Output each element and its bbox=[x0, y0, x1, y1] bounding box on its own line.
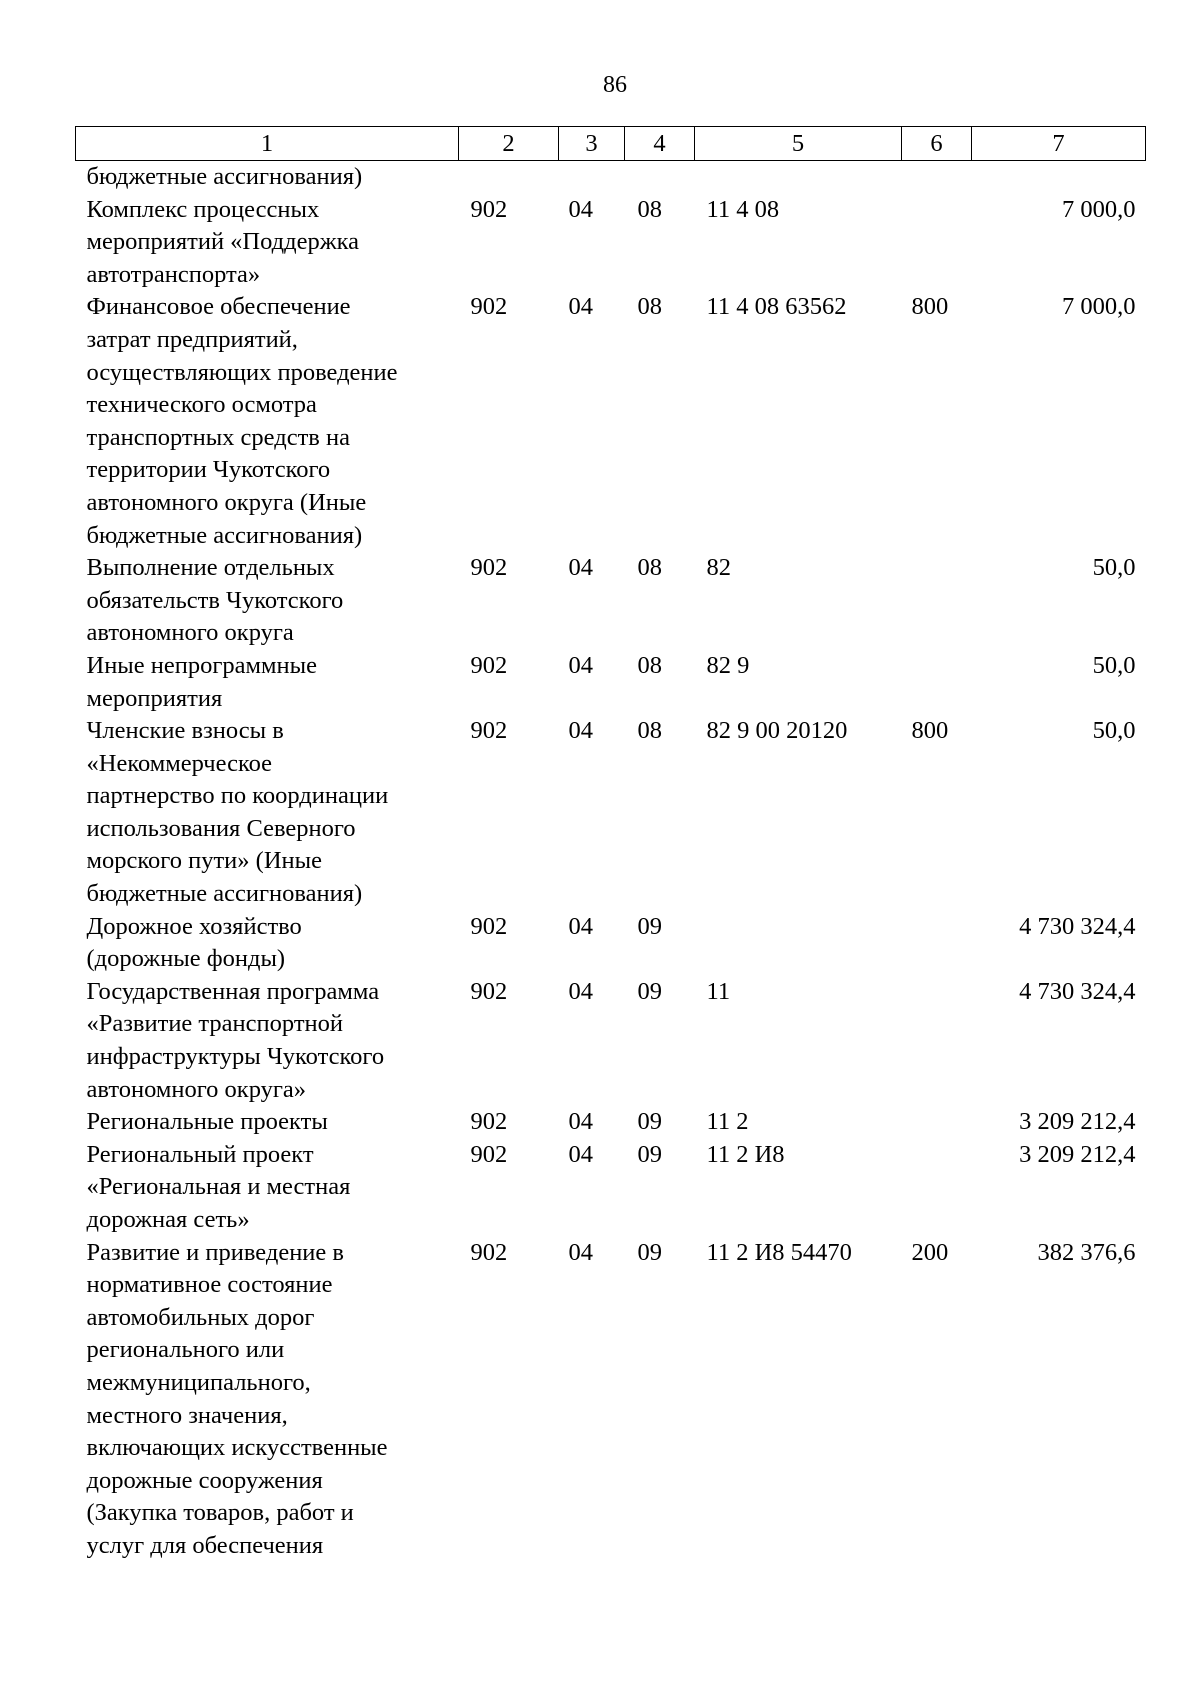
target-article-cell: 11 bbox=[706, 977, 731, 1005]
expense-type-cell: 200 bbox=[911, 1238, 949, 1266]
target-article-cell: 11 4 08 bbox=[706, 195, 780, 223]
row-name-line: территории Чукотского bbox=[86, 456, 331, 484]
expense-type-cell bbox=[902, 976, 972, 1106]
table-header bbox=[76, 127, 1146, 161]
subsection-code-cell: 08 bbox=[637, 651, 662, 679]
ministry-code-cell: 902 bbox=[470, 293, 508, 321]
section-code-cell bbox=[559, 161, 625, 194]
subsection-code-cell: 08 bbox=[637, 717, 662, 745]
amount-cell: 4 730 324,4 bbox=[1019, 977, 1136, 1005]
amount-cell: 382 376,6 bbox=[1037, 1238, 1136, 1266]
header-col-6: 6 bbox=[902, 127, 972, 161]
ministry-code-cell: 902 bbox=[470, 717, 508, 745]
subsection-code-cell: 09 bbox=[637, 912, 662, 940]
subsection-code-cell: 09 bbox=[637, 1108, 662, 1136]
ministry-code-cell bbox=[459, 161, 559, 194]
page-number: 86 bbox=[603, 72, 627, 98]
row-name-line: Государственная программа bbox=[86, 977, 380, 1005]
row-name-cell bbox=[76, 715, 459, 911]
table-row bbox=[76, 715, 1146, 911]
row-name-line: включающих искусственные bbox=[86, 1434, 388, 1462]
row-name-line: межмуниципального, bbox=[86, 1368, 311, 1396]
row-name-cell bbox=[76, 911, 459, 976]
amount-cell: 50,0 bbox=[1092, 717, 1136, 745]
expense-type-cell bbox=[902, 911, 972, 976]
expense-type-cell bbox=[902, 552, 972, 650]
subsection-code-cell bbox=[625, 161, 695, 194]
row-name-line: обязательств Чукотского bbox=[86, 586, 344, 614]
header-row bbox=[76, 127, 1146, 161]
header-col-2: 2 bbox=[459, 127, 559, 161]
row-name-line: автотранспорта» bbox=[86, 260, 261, 288]
section-code-cell: 04 bbox=[568, 195, 593, 223]
row-name-line: бюджетные ассигнования) bbox=[86, 163, 363, 190]
ministry-code-cell: 902 bbox=[470, 912, 508, 940]
header-col-3: 3 bbox=[559, 127, 625, 161]
ministry-code-cell: 902 bbox=[470, 1108, 508, 1136]
amount-cell: 50,0 bbox=[1092, 651, 1136, 679]
row-name-line: Региональные проекты bbox=[86, 1108, 328, 1136]
target-article-cell: 11 4 08 63562 bbox=[706, 293, 847, 321]
row-name-line: дорожная сеть» bbox=[86, 1206, 250, 1233]
subsection-code-cell: 09 bbox=[637, 977, 662, 1005]
amount-cell: 7 000,0 bbox=[1062, 293, 1136, 321]
subsection-code-cell: 09 bbox=[637, 1140, 662, 1168]
target-article-cell bbox=[695, 911, 902, 976]
expense-type-cell bbox=[902, 161, 972, 194]
header-col-5: 5 bbox=[695, 127, 902, 161]
table-row bbox=[76, 650, 1146, 715]
row-name-line: «Региональная и местная bbox=[86, 1173, 351, 1201]
table-row bbox=[76, 291, 1146, 552]
ministry-code-cell: 902 bbox=[470, 195, 508, 223]
table-row bbox=[76, 976, 1146, 1106]
section-code-cell: 04 bbox=[568, 293, 593, 321]
row-name-cell bbox=[76, 1106, 459, 1139]
table-row bbox=[76, 161, 1146, 194]
row-name-line: морского пути» (Иные bbox=[86, 847, 322, 875]
row-name-cell bbox=[76, 1139, 459, 1237]
ministry-code-cell: 902 bbox=[470, 977, 508, 1005]
section-code-cell: 04 bbox=[568, 554, 593, 582]
amount-cell: 4 730 324,4 bbox=[1019, 912, 1136, 940]
row-name-line: Региональный проект bbox=[86, 1140, 314, 1168]
row-name-cell bbox=[76, 291, 459, 552]
target-article-cell: 82 9 bbox=[706, 651, 750, 679]
row-name-line: бюджетные ассигнования) bbox=[86, 880, 363, 908]
row-name-cell bbox=[76, 650, 459, 715]
expense-type-cell bbox=[902, 1106, 972, 1139]
row-name-line: бюджетные ассигнования) bbox=[86, 521, 363, 549]
subsection-code-cell: 08 bbox=[637, 195, 662, 223]
section-code-cell: 04 bbox=[568, 651, 593, 679]
row-name-cell bbox=[76, 194, 459, 292]
row-name-line: использования Северного bbox=[86, 814, 356, 842]
section-code-cell: 04 bbox=[568, 1108, 593, 1136]
expense-type-cell bbox=[902, 650, 972, 715]
table-row bbox=[76, 552, 1146, 650]
budget-table bbox=[75, 126, 1146, 1563]
row-name-line: технического осмотра bbox=[86, 391, 317, 419]
header-col-4: 4 bbox=[625, 127, 695, 161]
table-row bbox=[76, 194, 1146, 292]
row-name-line: «Некоммерческое bbox=[86, 749, 273, 777]
row-name-line: (дорожные фонды) bbox=[86, 945, 286, 973]
row-name-line: регионального или bbox=[86, 1336, 285, 1364]
row-name-line: инфраструктуры Чукотского bbox=[86, 1043, 385, 1071]
expense-type-cell bbox=[902, 1139, 972, 1237]
row-name-line: автономного округа bbox=[86, 619, 294, 647]
row-name-line: «Развитие транспортной bbox=[86, 1010, 344, 1038]
amount-cell: 50,0 bbox=[1092, 554, 1136, 582]
row-name-line: Иные непрограммные bbox=[86, 651, 317, 679]
header-col-7: 7 bbox=[972, 127, 1146, 161]
row-name-line: Членские взносы в bbox=[86, 717, 284, 745]
table-row bbox=[76, 1106, 1146, 1139]
row-name-line: Выполнение отдельных bbox=[86, 554, 335, 582]
table-body bbox=[76, 161, 1146, 1563]
table-row bbox=[76, 1237, 1146, 1563]
table-row bbox=[76, 911, 1146, 976]
row-name-line: (Закупка товаров, работ и bbox=[86, 1499, 354, 1527]
ministry-code-cell: 902 bbox=[470, 651, 508, 679]
section-code-cell: 04 bbox=[568, 977, 593, 1005]
row-name-line: местного значения, bbox=[86, 1401, 288, 1429]
target-article-cell: 82 9 00 20120 bbox=[706, 717, 848, 745]
row-name-line: Финансовое обеспечение bbox=[86, 293, 351, 321]
row-name-line: нормативное состояние bbox=[86, 1271, 333, 1299]
target-article-cell: 82 bbox=[706, 554, 731, 582]
ministry-code-cell: 902 bbox=[470, 1140, 508, 1168]
row-name-line: дорожные сооружения bbox=[86, 1466, 323, 1494]
section-code-cell: 04 bbox=[568, 1238, 593, 1266]
row-name-line: автономного округа (Иные bbox=[86, 488, 367, 516]
subsection-code-cell: 08 bbox=[637, 293, 662, 321]
row-name-line: мероприятий «Поддержка bbox=[86, 228, 360, 256]
target-article-cell: 11 2 bbox=[706, 1108, 749, 1136]
row-name-line: Комплекс процессных bbox=[86, 195, 320, 223]
amount-cell bbox=[972, 161, 1146, 194]
row-name-line: затрат предприятий, bbox=[86, 325, 298, 353]
row-name-line: услуг для обеспечения bbox=[86, 1531, 324, 1559]
budget-table-container bbox=[75, 126, 1145, 1563]
row-name-line: Дорожное хозяйство bbox=[86, 912, 302, 940]
target-article-cell: 11 2 И8 54470 bbox=[706, 1238, 852, 1266]
row-name-cell bbox=[76, 1237, 459, 1563]
expense-type-cell: 800 bbox=[911, 293, 949, 321]
row-name-cell bbox=[76, 552, 459, 650]
row-name-cell bbox=[76, 161, 459, 194]
amount-cell: 7 000,0 bbox=[1062, 195, 1136, 223]
amount-cell: 3 209 212,4 bbox=[1019, 1108, 1136, 1136]
row-name-line: автомобильных дорог bbox=[86, 1303, 315, 1331]
target-article-cell bbox=[695, 161, 902, 194]
target-article-cell: 11 2 И8 bbox=[706, 1140, 785, 1168]
ministry-code-cell: 902 bbox=[470, 1238, 508, 1266]
section-code-cell: 04 bbox=[568, 912, 593, 940]
row-name-cell bbox=[76, 976, 459, 1106]
row-name-line: автономного округа» bbox=[86, 1075, 307, 1103]
section-code-cell: 04 bbox=[568, 717, 593, 745]
section-code-cell: 04 bbox=[568, 1140, 593, 1168]
row-name-line: транспортных средств на bbox=[86, 423, 350, 451]
row-name-line: Развитие и приведение в bbox=[86, 1238, 344, 1266]
row-name-line: партнерство по координации bbox=[86, 782, 389, 810]
row-name-line: осуществляющих проведение bbox=[86, 358, 398, 386]
header-col-1: 1 bbox=[76, 127, 459, 161]
table-row bbox=[76, 1139, 1146, 1237]
amount-cell: 3 209 212,4 bbox=[1019, 1140, 1136, 1168]
subsection-code-cell: 09 bbox=[637, 1238, 662, 1266]
expense-type-cell bbox=[902, 194, 972, 292]
row-name-line: мероприятия bbox=[86, 684, 223, 712]
subsection-code-cell: 08 bbox=[637, 554, 662, 582]
ministry-code-cell: 902 bbox=[470, 554, 508, 582]
expense-type-cell: 800 bbox=[911, 717, 949, 745]
